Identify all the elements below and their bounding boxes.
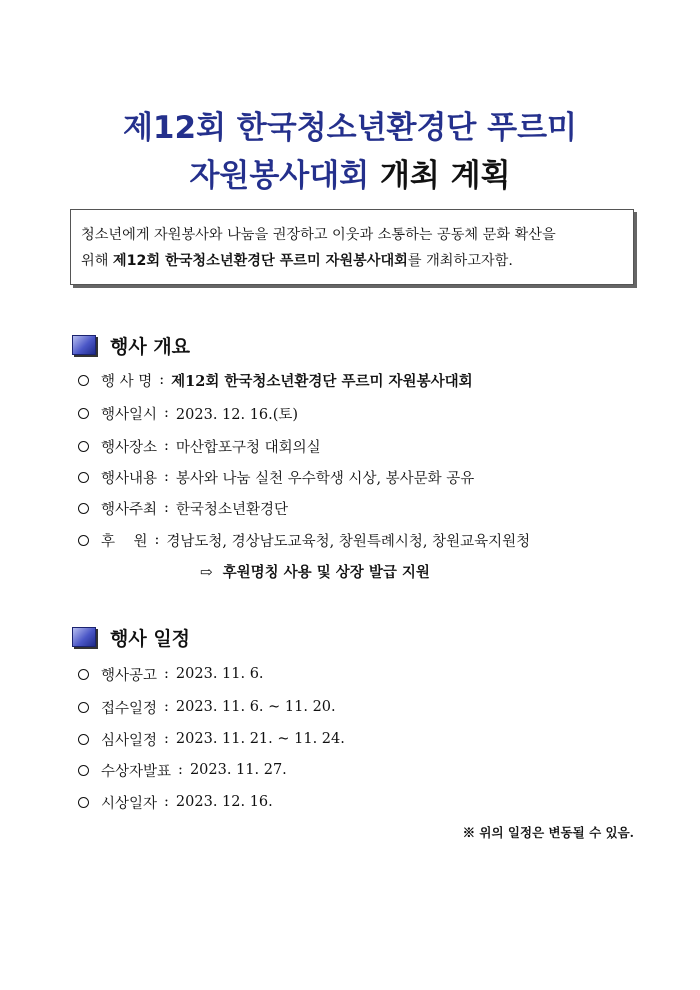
summary-line1: 청소년에게 자원봉사와 나눔을 권장하고 이웃과 소통하는 공동체 문화 확산을 xyxy=(81,227,556,243)
row-label: 행사공고 xyxy=(101,667,158,684)
summary-line2-suffix: 를 개최하고자함. xyxy=(407,253,513,269)
schedule-row-review xyxy=(78,729,345,749)
overview-row-date xyxy=(78,403,298,423)
circle-bullet-icon xyxy=(78,375,89,386)
summary-line2-prefix: 위해 xyxy=(81,253,113,269)
row-label: 행사내용 xyxy=(101,470,158,487)
row-colon: : xyxy=(164,731,169,747)
row-label: 행사주최 xyxy=(101,501,158,518)
schedule-row-announce xyxy=(78,664,264,684)
title-line2-blue: 자원봉사대회 xyxy=(189,158,370,194)
row-colon: : xyxy=(164,666,169,682)
row-value: 2023. 11. 21. ~ 11. 24. xyxy=(175,731,345,747)
row-value: 마산합포구청 대회의실 xyxy=(175,439,321,456)
overview-row-name xyxy=(78,370,473,390)
document-title-line1 xyxy=(0,110,700,146)
row-colon: : xyxy=(178,762,183,778)
summary-box xyxy=(70,209,634,285)
row-colon: : xyxy=(159,372,165,388)
right-arrow-icon: ⇨ xyxy=(200,562,213,581)
row-label: 심사일정 xyxy=(101,732,158,749)
overview-row-host xyxy=(78,498,288,518)
document-title-line2 xyxy=(0,158,700,194)
schedule-row-registration xyxy=(78,697,336,717)
support-note-text: 후원명칭 사용 및 상장 발급 지원 xyxy=(222,564,430,581)
row-colon: : xyxy=(164,438,169,454)
schedule-heading-text: 행사 일정 xyxy=(110,627,191,650)
circle-bullet-icon xyxy=(78,535,89,546)
row-value: 봉사와 나눔 실천 우수학생 시상, 봉사문화 공유 xyxy=(175,470,475,487)
schedule-row-winners xyxy=(78,760,287,780)
row-value: 2023. 11. 6. ~ 11. 20. xyxy=(175,699,336,715)
schedule-footnote: ※ 위의 일정은 변동될 수 있음. xyxy=(462,825,634,840)
overview-heading-text: 행사 개요 xyxy=(110,335,191,358)
blue-square-icon xyxy=(72,627,96,647)
circle-bullet-icon xyxy=(78,472,89,483)
row-colon: : xyxy=(164,699,169,715)
row-value: 2023. 12. 16. xyxy=(175,794,273,810)
overview-row-content xyxy=(78,467,474,487)
row-colon: : xyxy=(164,794,169,810)
overview-row-venue xyxy=(78,436,321,456)
circle-bullet-icon xyxy=(78,765,89,776)
title-line1-text: 제12회 한국청소년환경단 푸르미 xyxy=(122,110,578,146)
row-value: 한국청소년환경단 xyxy=(175,501,288,518)
row-label: 행 사 명 xyxy=(101,373,153,390)
section-heading-schedule xyxy=(72,625,190,649)
row-colon: : xyxy=(154,532,160,548)
overview-row-sponsor xyxy=(78,530,530,550)
circle-bullet-icon xyxy=(78,734,89,745)
section-heading-overview xyxy=(72,333,190,357)
support-note xyxy=(200,561,430,582)
blue-square-icon xyxy=(72,335,96,355)
row-label: 시상일자 xyxy=(101,795,158,812)
row-value: 2023. 12. 16.(토) xyxy=(175,406,299,423)
row-value: 2023. 11. 27. xyxy=(189,762,287,778)
summary-line2-bold: 제12회 한국청소년환경단 푸르미 자원봉사대회 xyxy=(112,253,408,269)
summary-line2 xyxy=(81,248,633,274)
row-label: 행사일시 xyxy=(101,406,158,423)
row-value: 제12회 한국청소년환경단 푸르미 자원봉사대회 xyxy=(171,372,473,390)
row-label: 행사장소 xyxy=(101,439,158,456)
row-colon: : xyxy=(164,469,169,485)
circle-bullet-icon xyxy=(78,669,89,680)
title-line2-black: 개최 계획 xyxy=(379,158,511,194)
row-value: 2023. 11. 6. xyxy=(175,666,264,682)
circle-bullet-icon xyxy=(78,797,89,808)
circle-bullet-icon xyxy=(78,702,89,713)
circle-bullet-icon xyxy=(78,503,89,514)
row-colon: : xyxy=(164,500,169,516)
circle-bullet-icon xyxy=(78,408,89,419)
circle-bullet-icon xyxy=(78,441,89,452)
row-colon: : xyxy=(164,405,169,421)
schedule-row-ceremony xyxy=(78,792,273,812)
row-label: 수상자발표 xyxy=(101,763,172,780)
row-label: 후 원 xyxy=(101,533,148,550)
row-value: 경남도청, 경상남도교육청, 창원특례시청, 창원교육지원청 xyxy=(166,533,531,550)
row-label: 접수일정 xyxy=(101,700,158,717)
